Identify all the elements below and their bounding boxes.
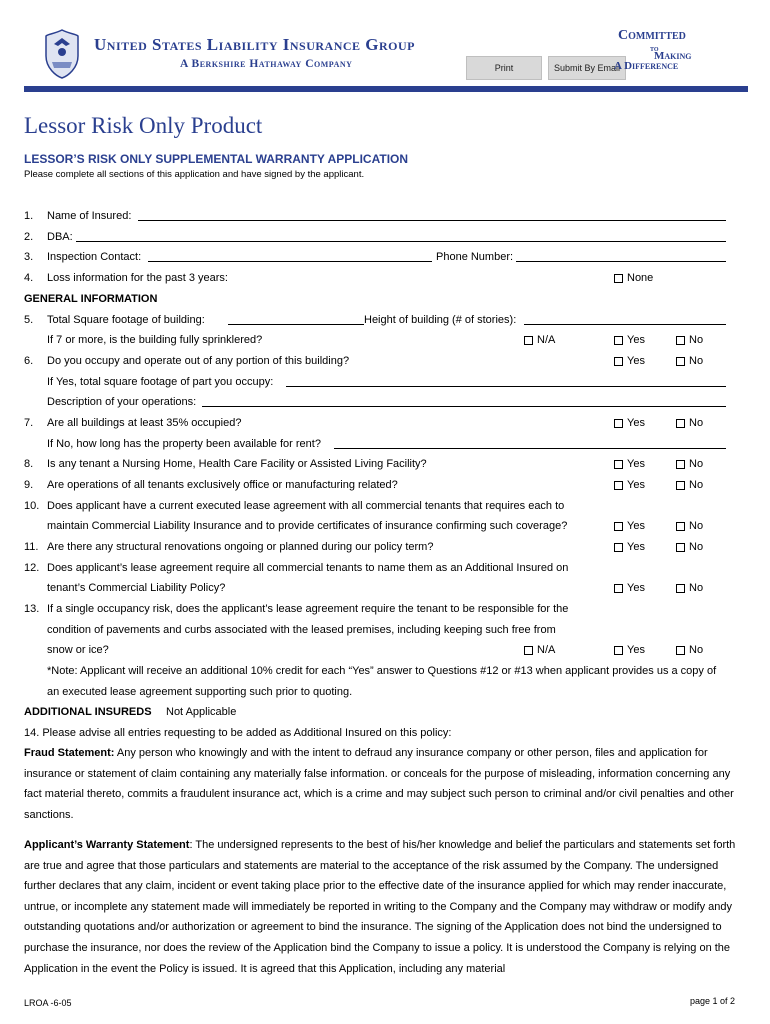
- no-label: No: [689, 479, 704, 491]
- instructions: Please complete all sections of this application and have signed by the applicant.: [24, 169, 365, 180]
- yes-label: Yes: [627, 479, 645, 491]
- yes-label: Yes: [627, 417, 645, 429]
- warranty-heading: Applicant’s Warranty Statement: [24, 839, 190, 851]
- no-label: No: [689, 582, 704, 594]
- q11-yes-checkbox[interactable]: [614, 540, 645, 554]
- building-height-field[interactable]: [524, 324, 726, 325]
- q4-none-checkbox[interactable]: [614, 271, 653, 285]
- yes-label: Yes: [627, 355, 645, 367]
- yes-label: Yes: [627, 520, 645, 532]
- q10-number: 10.: [24, 500, 40, 512]
- q7-no-checkbox[interactable]: [676, 416, 703, 430]
- na-label: N/A: [537, 644, 556, 656]
- q13-label-line3: snow or ice?: [47, 644, 109, 656]
- credit-note-line2: an executed lease agreement supporting such prior to quoting.: [47, 686, 353, 698]
- q5-no-checkbox[interactable]: [676, 333, 703, 347]
- rent-duration-field[interactable]: [334, 448, 726, 449]
- q8-yes-checkbox[interactable]: [614, 457, 645, 471]
- additional-insureds-heading: ADDITIONAL INSUREDS: [24, 706, 152, 718]
- no-label: No: [689, 644, 704, 656]
- q4-number: 4.: [24, 272, 34, 284]
- q6-no-checkbox[interactable]: [676, 354, 703, 368]
- q13-na-checkbox[interactable]: [524, 643, 555, 657]
- fraud-statement: [24, 743, 746, 825]
- form-id: LROA -6-05: [24, 998, 72, 1008]
- header-divider: [24, 86, 748, 92]
- q10-yes-checkbox[interactable]: [614, 519, 645, 533]
- phone-number-field[interactable]: [516, 261, 726, 262]
- slogan-line2: to: [650, 43, 659, 53]
- q13-label-line1: If a single occupancy risk, does the applicant’s lease agreement require the tenant to be responsible for the: [47, 603, 569, 615]
- submit-by-email-button[interactable]: Submit By Email: [548, 56, 626, 80]
- q13-yes-checkbox[interactable]: [614, 643, 645, 657]
- q4-none-label: None: [627, 272, 654, 284]
- yes-label: Yes: [627, 458, 645, 470]
- fraud-text: Any person who knowingly and with the intent to defraud any insurance company or other person, files and application for insurance or statement of claim containing any materially false information. or conceals for the purpose of misleading, information concerning any fact material thereto, commits a fraudulent insurance act, which is a crime and may subject such person to criminal and/or civil penalties and other sanctions.: [24, 747, 734, 821]
- page-title: Lessor Risk Only Product: [24, 113, 263, 138]
- q10-label-line1: Does applicant have a current executed lease agreement with all commercial tenants that requires each to: [47, 500, 565, 512]
- inspection-contact-field[interactable]: [148, 261, 432, 262]
- no-label: No: [689, 355, 704, 367]
- q3-label: Inspection Contact:: [47, 251, 142, 263]
- yes-label: Yes: [627, 334, 645, 346]
- company-name: United States Liability Insurance Group: [94, 35, 416, 54]
- q6-sqft-label: If Yes, total square footage of part you occupy:: [47, 376, 274, 388]
- q6-yes-checkbox[interactable]: [614, 354, 645, 368]
- q1-number: 1.: [24, 210, 34, 222]
- q9-no-checkbox[interactable]: [676, 478, 703, 492]
- no-label: No: [689, 541, 704, 553]
- q5-number: 5.: [24, 314, 34, 326]
- q2-number: 2.: [24, 231, 34, 243]
- q7-number: 7.: [24, 417, 34, 429]
- q6-number: 6.: [24, 355, 34, 367]
- yes-label: Yes: [627, 582, 645, 594]
- q13-label-line2: condition of pavements and curbs associated with the leased premises, including keeping such free from: [47, 624, 556, 636]
- yes-label: Yes: [627, 644, 645, 656]
- slogan-line3: Making: [654, 50, 692, 62]
- q12-label-line2: tenant’s Commercial Liability Policy?: [47, 582, 226, 594]
- q7-yes-checkbox[interactable]: [614, 416, 645, 430]
- q10-no-checkbox[interactable]: [676, 519, 703, 533]
- q11-no-checkbox[interactable]: [676, 540, 703, 554]
- q12-yes-checkbox[interactable]: [614, 581, 645, 595]
- yes-label: Yes: [627, 541, 645, 553]
- q11-number: 11.: [24, 541, 39, 553]
- q3-number: 3.: [24, 251, 34, 263]
- q5-height-label: Height of building (# of stories):: [364, 314, 517, 326]
- additional-insureds-status: Not Applicable: [166, 706, 237, 718]
- q12-label-line1: Does applicant’s lease agreement require all commercial tenants to name them as an Additional Insured on: [47, 562, 569, 574]
- no-label: No: [689, 520, 704, 532]
- eagle-shield-logo-icon: [44, 28, 80, 80]
- q9-yes-checkbox[interactable]: [614, 478, 645, 492]
- q7-rent-label: If No, how long has the property been available for rent?: [47, 438, 321, 450]
- q10-label-line2: maintain Commercial Liability Insurance and to provide certificates of insurance confirming such coverage?: [47, 520, 568, 532]
- slogan-line4: A Difference: [614, 60, 679, 72]
- warranty-statement: [24, 835, 746, 979]
- q2-label: DBA:: [47, 231, 73, 243]
- q12-number: 12.: [24, 562, 40, 574]
- q9-label: Are operations of all tenants exclusively office or manufacturing related?: [47, 479, 398, 491]
- q13-number: 13.: [24, 603, 40, 615]
- form-subtitle: LESSOR’S RISK ONLY SUPPLEMENTAL WARRANTY APPLICATION: [24, 152, 409, 166]
- no-label: No: [689, 417, 704, 429]
- q4-label: Loss information for the past 3 years:: [47, 272, 228, 284]
- square-footage-field[interactable]: [228, 324, 364, 325]
- slogan-line1: Committed: [618, 28, 686, 43]
- q12-no-checkbox[interactable]: [676, 581, 703, 595]
- operations-description-field[interactable]: [202, 406, 726, 407]
- general-info-heading: GENERAL INFORMATION: [24, 293, 158, 305]
- no-label: No: [689, 458, 704, 470]
- q14-label: 14. Please advise all entries requesting to be added as Additional Insured on this policy:: [24, 727, 452, 739]
- warranty-text: : The undersigned represents to the best of his/her knowledge and belief the particulars and statements set forth are true and agree that those particulars and statements are material to the acceptance of the risk assumed by the Company. The undersigned further declares that any claim, incident or event taking place prior to the effective date of the insurance applied for which may render inaccurate, untrue, or incomplete any statement made will immediately be reported in writing to the Company and the Company may withdraw or modify andy outstanding quotations and/or authorization or agreement to bind the insurance. The signing of the Application does not bind the undersigned to purchase the insurance, nor does the review of the Application bind the Company to issue a policy. It is understood the Company is relying on the Application in the event the Policy is issued. It is agreed that this Application, including any material: [24, 839, 736, 975]
- q8-no-checkbox[interactable]: [676, 457, 703, 471]
- na-label: N/A: [537, 334, 556, 346]
- company-subtitle: A Berkshire Hathaway Company: [180, 58, 353, 70]
- insured-name-field[interactable]: [138, 220, 726, 221]
- q5-na-checkbox[interactable]: [524, 333, 555, 347]
- q5-sqft-label: Total Square footage of building:: [47, 314, 205, 326]
- phone-label: Phone Number:: [436, 251, 514, 263]
- q8-number: 8.: [24, 458, 34, 470]
- q7-label: Are all buildings at least 35% occupied?: [47, 417, 242, 429]
- no-label: No: [689, 334, 704, 346]
- credit-note-line1: *Note: Applicant will receive an additional 10% credit for each “Yes” answer to Questions #12 or #13 when applicant provides us a copy of: [47, 665, 717, 677]
- page-number: page 1 of 2: [690, 996, 736, 1006]
- fraud-heading: Fraud Statement:: [24, 747, 115, 759]
- q9-number: 9.: [24, 479, 34, 491]
- print-button[interactable]: Print: [466, 56, 542, 80]
- q8-label: Is any tenant a Nursing Home, Health Care Facility or Assisted Living Facility?: [47, 458, 427, 470]
- slogan-logo: [614, 28, 732, 76]
- q6-operations-label: Description of your operations:: [47, 396, 197, 408]
- q6-label: Do you occupy and operate out of any portion of this building?: [47, 355, 350, 367]
- q13-no-checkbox[interactable]: [676, 643, 703, 657]
- q5-sprinkler-label: If 7 or more, is the building fully sprinklered?: [47, 334, 263, 346]
- q11-label: Are there any structural renovations ongoing or planned during our policy term?: [47, 541, 434, 553]
- dba-field[interactable]: [76, 241, 726, 242]
- q1-label: Name of Insured:: [47, 210, 132, 222]
- q5-yes-checkbox[interactable]: [614, 333, 645, 347]
- occupied-sqft-field[interactable]: [286, 386, 726, 387]
